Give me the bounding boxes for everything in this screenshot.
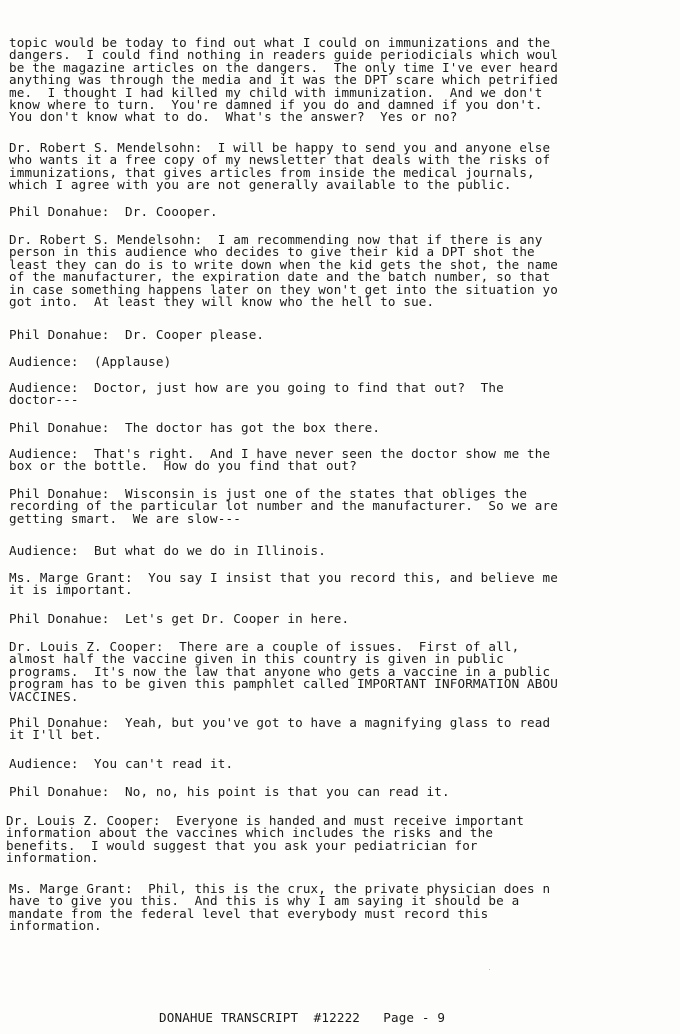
transcript-paragraph <box>9 37 680 124</box>
scan-speck <box>489 969 490 970</box>
transcript-line: Phil Donahue: The doctor has got the box there. <box>9 420 381 435</box>
transcript-paragraph <box>9 786 680 798</box>
transcript-line: in case something happens later on they won't get into the situation yo <box>9 281 558 297</box>
transcript-line: Audience: Doctor, just how are you going to find that out? The <box>9 380 504 395</box>
transcript-paragraph <box>9 382 680 407</box>
transcript-paragraph <box>9 448 680 473</box>
transcript-line: got into. At least they will know who the hell to sue. <box>9 293 435 309</box>
transcript-line: box or the bottle. How do you find that out? <box>9 458 357 474</box>
transcript-line: VACCINES. <box>9 688 79 704</box>
transcript-line: it is important. <box>9 582 133 598</box>
transcript-paragraph <box>9 422 680 434</box>
transcript-line: programs. It's now the law that anyone who gets a vaccine in a public <box>9 663 551 679</box>
transcript-line: who wants it a free copy of my newsletter that deals with the risks of <box>9 152 551 168</box>
transcript-line: Audience: That's right. And I have never seen the doctor show me the <box>9 446 551 461</box>
transcript-line: Ms. Marge Grant: Phil, this is the crux, the private physician does n <box>9 881 551 896</box>
transcript-line: Phil Donahue: Dr. Coooper. <box>9 204 218 219</box>
transcript-line: information. <box>6 850 99 866</box>
transcript-line: You don't know what to do. What's the answer? Yes or no? <box>9 109 458 125</box>
transcript-paragraph <box>9 142 680 192</box>
transcript-line: Phil Donahue: Wisconsin is just one of the states that obliges the <box>9 486 528 501</box>
transcript-paragraph <box>9 545 680 557</box>
transcript-line: Phil Donahue: Dr. Cooper please. <box>9 327 265 342</box>
transcript-line: dangers. I could find nothing in readers guide periodicials which woul <box>9 47 558 63</box>
transcript-line: person in this audience who decides to give their kid a DPT shot the <box>9 244 535 260</box>
transcript-paragraph <box>9 234 680 308</box>
transcript-line: be the magazine articles on the dangers. The only time I've ever heard <box>9 59 558 75</box>
transcript-paragraph <box>9 572 680 597</box>
transcript-paragraph <box>9 641 680 703</box>
transcript-line: Audience: (Applause) <box>9 354 172 369</box>
transcript-line: have to give you this. And this is why I am saying it should be a <box>9 893 520 909</box>
transcript-line: it I'll bet. <box>9 727 102 743</box>
transcript-line: doctor--- <box>9 392 79 408</box>
transcript-paragraph <box>9 206 680 218</box>
transcript-line: Audience: You can't read it. <box>9 756 234 771</box>
transcript-line: of the manufacturer, the expiration date and the batch number, so that <box>9 269 551 285</box>
transcript-line: Phil Donahue: Let's get Dr. Cooper in here. <box>9 611 350 626</box>
transcript-line: Audience: But what do we do in Illinois. <box>9 543 327 558</box>
transcript-line: mandate from the federal level that everybody must record this <box>9 905 489 921</box>
transcript-line: information about the vaccines which includes the risks and the <box>6 825 494 841</box>
transcript-line: getting smart. We are slow--- <box>9 510 241 526</box>
transcript-paragraph <box>6 815 680 865</box>
transcript-paragraph <box>9 613 680 625</box>
transcript-line: Phil Donahue: No, no, his point is that you can read it. <box>9 784 450 799</box>
transcript-line: Dr. Louis Z. Cooper: Everyone is handed and must receive important <box>6 813 525 828</box>
transcript-paragraph <box>9 488 680 525</box>
transcript-line: least they can do is to write down when the kid gets the shot, the name <box>9 256 558 272</box>
transcript-line: Dr. Robert S. Mendelsohn: I am recommending now that if there is any <box>9 232 543 247</box>
page-footer: DONAHUE TRANSCRIPT #12222 Page - 9 <box>159 1010 446 1025</box>
transcript-line: Ms. Marge Grant: You say I insist that you record this, and believe me <box>9 570 558 585</box>
transcript-line: almost half the vaccine given in this country is given in public <box>9 651 504 667</box>
transcript-line: topic would be today to find out what I could on immunizations and the <box>9 35 551 50</box>
transcript-paragraph <box>9 717 680 742</box>
transcript-paragraph <box>9 883 680 933</box>
transcript-line: which I agree with you are not generally available to the public. <box>9 177 512 193</box>
transcript-line: Phil Donahue: Yeah, but you've got to have a magnifying glass to read <box>9 715 551 730</box>
transcript-line: Dr. Louis Z. Cooper: There are a couple of issues. First of all, <box>9 639 520 654</box>
transcript-line: Dr. Robert S. Mendelsohn: I will be happy to send you and anyone else <box>9 140 551 155</box>
transcript-line: me. I thought I had killed my child with immunization. And we don't <box>9 84 543 100</box>
transcript-line: recording of the particular lot number and the manufacturer. So we are <box>9 498 558 514</box>
transcript-line: know where to turn. You're damned if you do and damned if you don't. <box>9 96 543 112</box>
transcript-paragraph <box>9 329 680 341</box>
transcript-line: information. <box>9 918 102 934</box>
transcript-paragraph <box>9 758 680 770</box>
transcript-line: benefits. I would suggest that you ask your pediatrician for <box>6 837 478 853</box>
transcript-paragraph <box>9 356 680 368</box>
transcript-line: immunizations, that gives articles from inside the medical journals, <box>9 164 535 180</box>
transcript-line: program has to be given this pamphlet called IMPORTANT INFORMATION ABOU <box>9 676 558 692</box>
transcript-line: anything was through the media and it was the DPT scare which petrified <box>9 72 558 88</box>
